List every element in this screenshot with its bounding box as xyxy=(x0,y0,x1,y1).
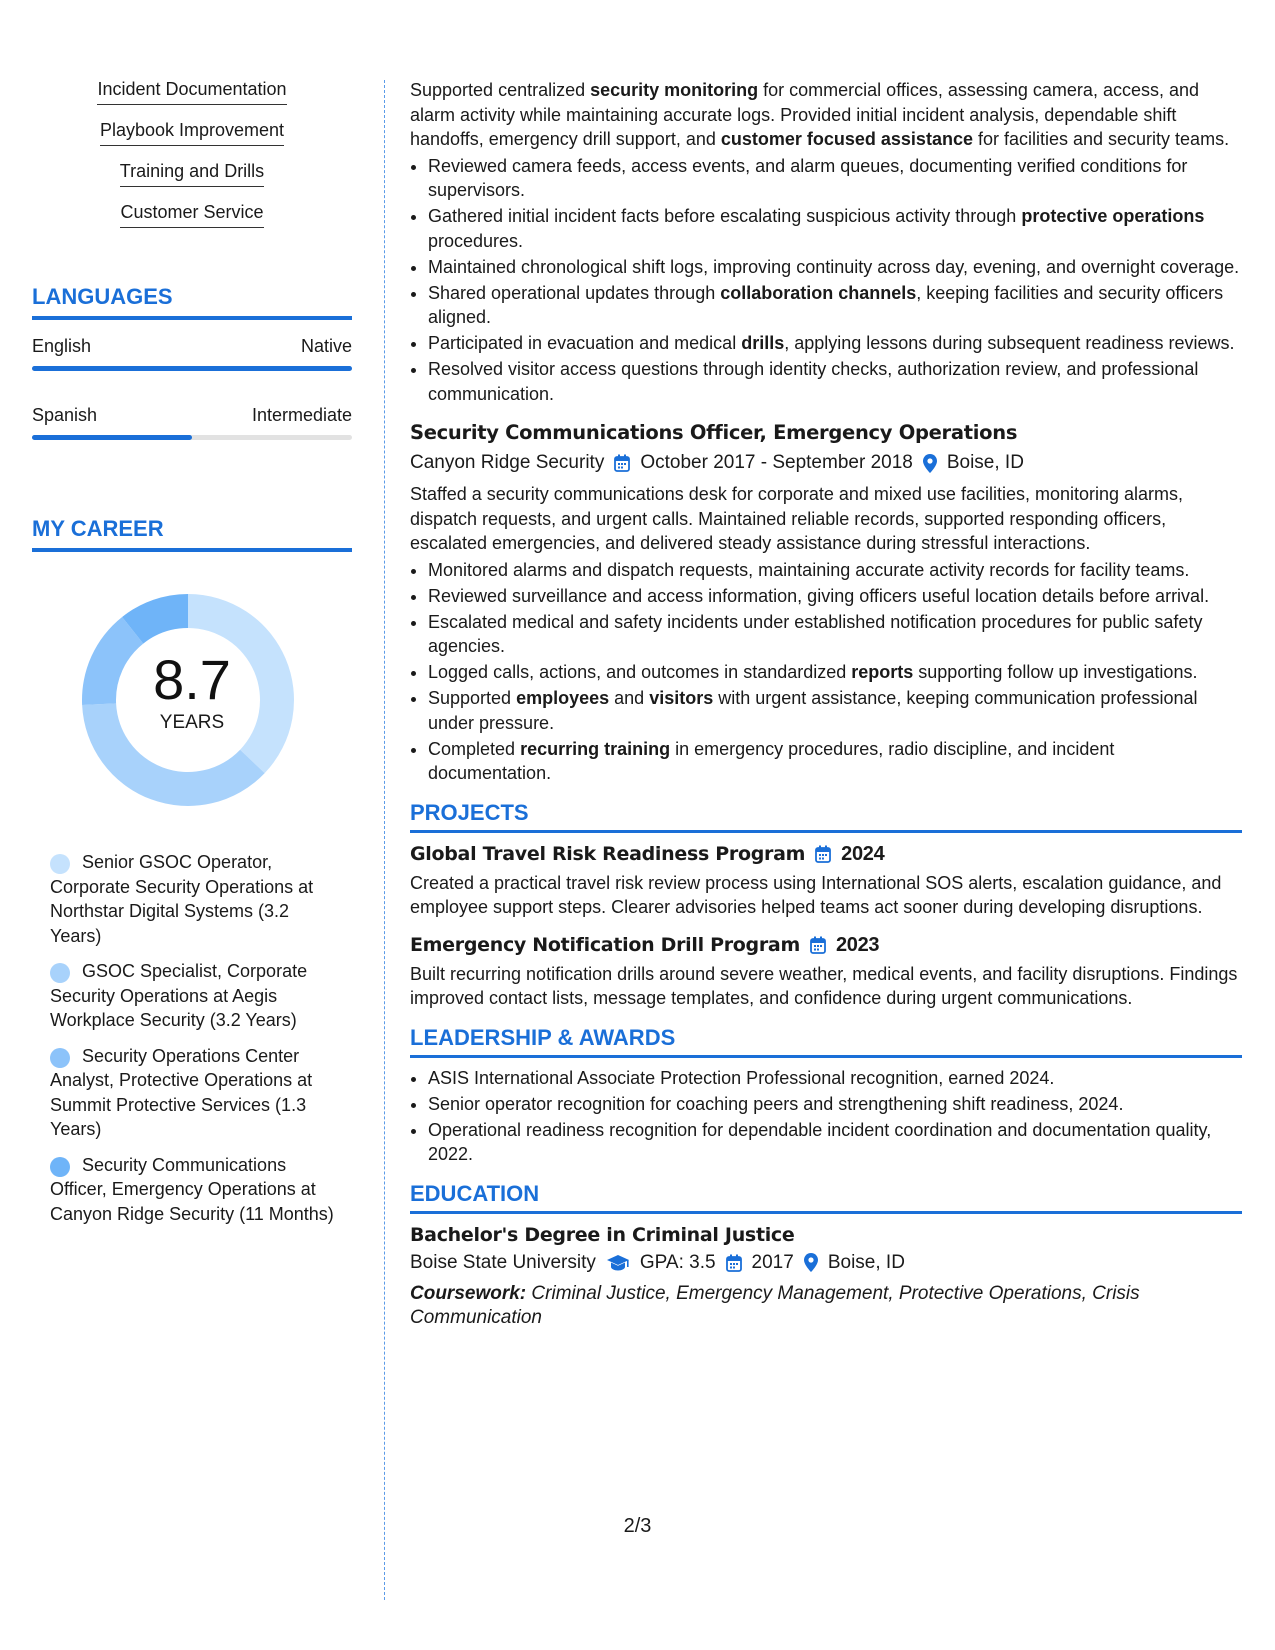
career-legend-text: Security Communications Officer, Emergency Operations at Canyon Ridge Security (11 Months) xyxy=(50,1154,334,1224)
project-description: Built recurring notification drills around severe weather, medical events, and facility disruptions. Findings improved contact lists, message templates, and confidence during urgent communications. xyxy=(410,963,1238,1008)
project-title-row xyxy=(410,841,1242,867)
degree-title: Bachelor's Degree in Criminal Justice xyxy=(410,1223,795,1246)
project-description: Created a practical travel risk review process using International SOS alerts, escalation guidance, and employee support steps. Clearer advisories helped teams act sooner during developing disruptions. xyxy=(410,872,1222,917)
career-legend-item xyxy=(50,1153,340,1227)
bullet-item: • Gathered initial incident facts before escalating suspicious activity through protective operations procedures. xyxy=(428,204,1242,253)
project-title: Emergency Notification Drill Program xyxy=(410,933,800,956)
language-row xyxy=(32,336,352,357)
coursework-label: Coursework: xyxy=(410,1282,527,1304)
career-total xyxy=(32,650,352,734)
legend-dot xyxy=(50,1157,70,1177)
bullet-item: • Reviewed camera feeds, access events, and alarm queues, documenting verified conditions for supervisors. xyxy=(428,154,1242,203)
calendar-icon xyxy=(815,845,831,863)
calendar-icon xyxy=(614,454,630,472)
graduation-cap-icon xyxy=(606,1254,630,1272)
project-year: 2023 xyxy=(835,933,880,956)
language-level: Native xyxy=(300,336,352,356)
career-legend-item xyxy=(50,850,340,948)
awards-list xyxy=(410,1066,1242,1167)
sidebar xyxy=(32,78,352,1237)
page-number: 2/3 xyxy=(623,1515,652,1537)
skill-item: Training and Drills xyxy=(120,160,264,187)
location-pin-icon xyxy=(923,454,937,473)
project-year: 2024 xyxy=(841,842,885,865)
language-name: English xyxy=(32,336,92,356)
career-section xyxy=(32,516,352,1226)
skill-item: Customer Service xyxy=(120,201,263,228)
language-row xyxy=(32,405,352,426)
career-heading: MY CAREER xyxy=(32,516,352,552)
language-proficiency-fill xyxy=(32,435,192,440)
coursework-list: Criminal Justice, Emergency Management, Protective Operations, Crisis Communication xyxy=(410,1282,1140,1328)
bullet-item: • Shared operational updates through collaboration channels, keeping facilities and security officers aligned. xyxy=(428,281,1242,330)
skill-item: Incident Documentation xyxy=(97,78,286,105)
award-item: • ASIS International Associate Protection Professional recognition, earned 2024. xyxy=(428,1066,1242,1091)
graduation-year: 2017 xyxy=(751,1251,794,1273)
career-legend-item xyxy=(50,959,340,1033)
career-total-unit: YEARS xyxy=(159,712,225,733)
education-heading: EDUCATION xyxy=(410,1181,1242,1214)
main-content xyxy=(410,78,1242,1330)
job-location: Boise, ID xyxy=(946,452,1024,473)
career-legend xyxy=(32,850,340,1226)
career-donut-chart xyxy=(32,580,352,820)
career-legend-text: GSOC Specialist, Corporate Security Operations at Aegis Workplace Security (3.2 Years) xyxy=(50,961,308,1030)
career-legend-text: Senior GSOC Operator, Corporate Security Operations at Northstar Digital Systems (3.2 Years) xyxy=(50,852,314,946)
language-proficiency-bar xyxy=(32,366,352,371)
calendar-icon xyxy=(726,1254,742,1272)
bullet-item: • Completed recurring training in emergency procedures, radio discipline, and incident documentation. xyxy=(428,737,1242,786)
languages-heading: LANGUAGES xyxy=(32,284,352,320)
column-divider xyxy=(384,80,385,1600)
intro-bullets xyxy=(410,154,1242,407)
bullet-item: • Resolved visitor access questions through identity checks, authorization review, and professional communication. xyxy=(428,357,1242,406)
bullet-item: • Participated in evacuation and medical drills, applying lessons during subsequent readiness reviews. xyxy=(428,331,1242,356)
career-legend-text: Security Operations Center Analyst, Protective Operations at Summit Protective Services (1.3 Years) xyxy=(50,1045,313,1139)
legend-dot xyxy=(50,1048,70,1068)
career-legend-item xyxy=(50,1044,340,1142)
bullet-item: • Escalated medical and safety incidents under established notification procedures for public safety agencies. xyxy=(428,610,1242,659)
bullet-item: • Maintained chronological shift logs, improving continuity across day, evening, and overnight coverage. xyxy=(428,255,1242,280)
project-title-row xyxy=(410,932,1242,958)
legend-dot xyxy=(50,854,70,874)
job-company: Canyon Ridge Security xyxy=(410,452,605,473)
awards-heading: LEADERSHIP & AWARDS xyxy=(410,1025,1242,1058)
school-name: Boise State University xyxy=(410,1251,596,1273)
calendar-icon xyxy=(810,936,826,954)
job-dates: October 2017 - September 2018 xyxy=(640,452,913,473)
legend-dot xyxy=(50,963,70,983)
gpa: GPA: 3.5 xyxy=(639,1251,716,1273)
language-proficiency-fill xyxy=(32,366,352,371)
languages-section xyxy=(32,284,352,440)
language-level: Intermediate xyxy=(251,405,352,425)
education-location: Boise, ID xyxy=(827,1251,905,1273)
bullet-item: • Supported employees and visitors with urgent assistance, keeping communication professional under pressure. xyxy=(428,686,1242,735)
career-total-value: 8.7 xyxy=(153,648,231,711)
projects-heading: PROJECTS xyxy=(410,800,1242,833)
language-name: Spanish xyxy=(32,405,98,425)
language-proficiency-bar xyxy=(32,435,352,440)
award-item: • Operational readiness recognition for dependable incident coordination and documentation quality, 2022. xyxy=(428,1118,1242,1167)
bullet-item: • Reviewed surveillance and access information, giving officers useful location details before arrival. xyxy=(428,584,1242,609)
job-bullets xyxy=(410,558,1242,786)
bullet-item: • Monitored alarms and dispatch requests, maintaining accurate activity records for facility teams. xyxy=(428,558,1242,583)
bullet-item: • Logged calls, actions, and outcomes in standardized reports supporting follow up investigations. xyxy=(428,660,1242,685)
job-summary: Staffed a security communications desk for corporate and mixed use facilities, monitoring alarms, dispatch requests, and urgent calls. Maintained reliable records, supported responding officers, escalated emergencies, and delivered steady assistance during stressful interactions. xyxy=(410,484,1184,553)
skills-list xyxy=(32,78,352,228)
coursework xyxy=(410,1282,1242,1330)
job-meta xyxy=(410,450,1242,476)
skill-item: Playbook Improvement xyxy=(100,119,284,146)
location-pin-icon xyxy=(804,1253,818,1272)
intro-summary: Supported centralized security monitoring for commercial offices, assessing camera, access, and alarm activity while maintaining accurate logs. Provided initial incident analysis, dependable shift handoffs, emergency drill support, and customer focused assistance for facilities and security teams. xyxy=(410,80,1230,149)
award-item: • Senior operator recognition for coaching peers and strengthening shift readiness, 2024. xyxy=(428,1092,1242,1117)
job-title: Security Communications Officer, Emergency Operations xyxy=(410,421,1018,444)
project-title: Global Travel Risk Readiness Program xyxy=(410,842,806,865)
education-meta xyxy=(410,1250,1242,1276)
